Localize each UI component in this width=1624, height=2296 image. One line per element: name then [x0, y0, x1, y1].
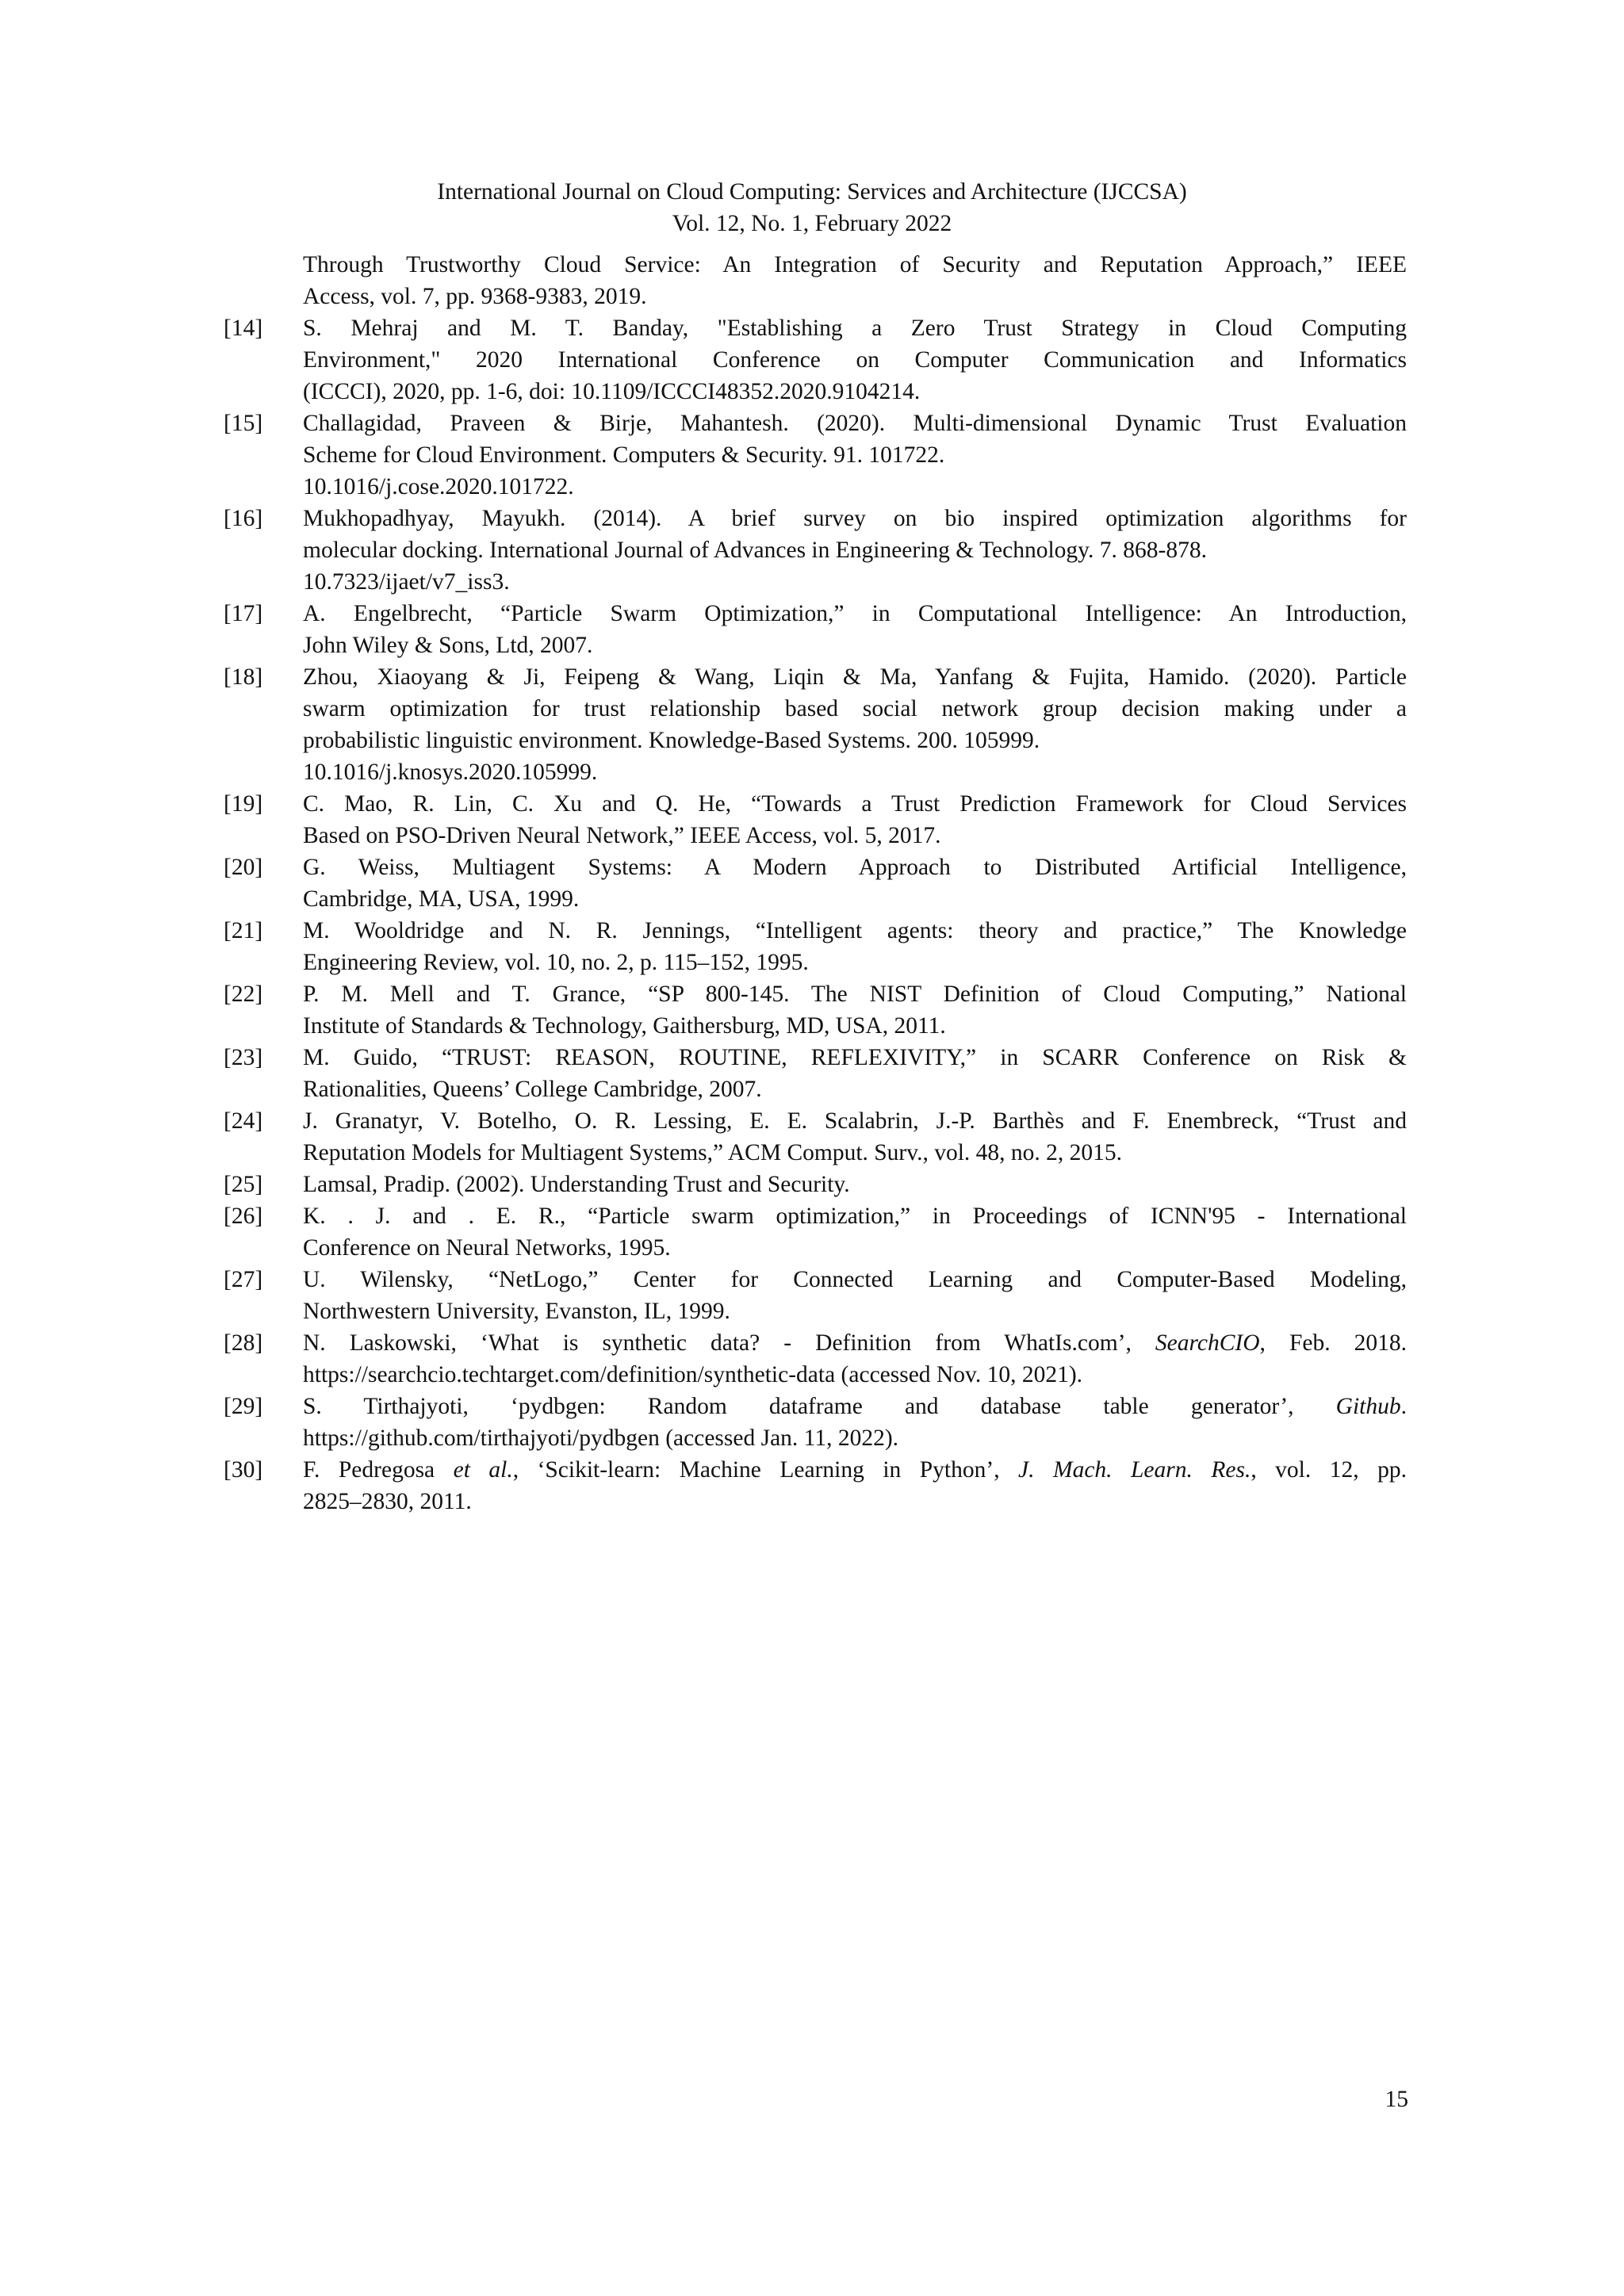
journal-title: International Journal on Cloud Computing: Services and Architecture (IJCCSA): [437, 179, 1187, 205]
reference-number: [20]: [224, 855, 263, 880]
reference-italic-text: Github: [1335, 1394, 1401, 1419]
reference-item: [224, 1169, 1407, 1200]
reference-line: M. Guido, “TRUST: REASON, ROUTINE, REFLEXIVITY,” in SCARR Conference on Risk &: [303, 1045, 1407, 1070]
reference-line: Through Trustworthy Cloud Service: An Integration of Security and Reputation Approach,” IEEE: [303, 252, 1407, 277]
reference-line: Based on PSO-Driven Neural Network,” IEEE Access, vol. 5, 2017.: [303, 823, 941, 848]
journal-volume: Vol. 12, No. 1, February 2022: [672, 211, 952, 236]
reference-line: (ICCCI), 2020, pp. 1-6, doi: 10.1109/ICCCI48352.2020.9104214.: [303, 379, 921, 404]
reference-line: M. Wooldridge and N. R. Jennings, “Intelligent agents: theory and practice,” The Knowledge: [303, 918, 1407, 943]
reference-text: , ‘Scikit-learn: Machine Learning in Python’,: [512, 1457, 1019, 1483]
reference-line: 10.1016/j.cose.2020.101722.: [303, 474, 574, 499]
reference-number: [21]: [224, 918, 263, 943]
reference-number: [17]: [224, 601, 263, 626]
reference-line: John Wiley & Sons, Ltd, 2007.: [303, 633, 593, 658]
reference-number: [28]: [224, 1330, 263, 1356]
reference-item: [224, 503, 1407, 598]
reference-text: S. Tirthajyoti, ‘pydbgen: Random dataframe and database table generator’,: [303, 1394, 1336, 1419]
reference-line: U. Wilensky, “NetLogo,” Center for Connected Learning and Computer-Based Modeling,: [303, 1267, 1407, 1292]
reference-item: [224, 1200, 1407, 1264]
reference-item: [224, 915, 1407, 978]
reference-line: S. Mehraj and M. T. Banday, "Establishing a Zero Trust Strategy in Cloud Computing: [303, 316, 1407, 341]
reference-italic-text: J. Mach. Learn. Res.: [1018, 1457, 1251, 1483]
reference-number: [22]: [224, 982, 263, 1007]
reference-line: C. Mao, R. Lin, C. Xu and Q. He, “Towards a Trust Prediction Framework for Cloud Services: [303, 791, 1407, 817]
reference-line: probabilistic linguistic environment. Knowledge-Based Systems. 200. 105999.: [303, 728, 1040, 753]
reference-line: Zhou, Xiaoyang & Ji, Feipeng & Wang, Liqin & Ma, Yanfang & Fujita, Hamido. (2020). Particle: [303, 664, 1407, 690]
reference-text: N. Laskowski, ‘What is synthetic data? - Definition from WhatIs.com’,: [303, 1330, 1155, 1356]
reference-item: [224, 1327, 1407, 1391]
reference-item: [224, 788, 1407, 851]
reference-line: Institute of Standards & Technology, Gaithersburg, MD, USA, 2011.: [303, 1013, 946, 1039]
reference-item: [224, 978, 1407, 1042]
reference-number: [29]: [224, 1394, 263, 1419]
reference-number: [15]: [224, 411, 263, 436]
reference-line: J. Granatyr, V. Botelho, O. R. Lessing, E. E. Scalabrin, J.-P. Barthès and F. Enembreck, “Trust and: [303, 1108, 1407, 1134]
reference-number: [30]: [224, 1457, 263, 1483]
reference-line: Rationalities, Queens’ College Cambridge, 2007.: [303, 1077, 762, 1102]
reference-line: [303, 1391, 1407, 1422]
reference-number: [27]: [224, 1267, 263, 1292]
reference-line: https://searchcio.techtarget.com/definition/synthetic-data (accessed Nov. 10, 2021).: [303, 1362, 1083, 1387]
reference-line: swarm optimization for trust relationship based social network group decision making under a: [303, 696, 1407, 721]
reference-item: [224, 249, 1407, 312]
reference-line: Challagidad, Praveen & Birje, Mahantesh. (2020). Multi-dimensional Dynamic Trust Evaluation: [303, 411, 1407, 436]
reference-line: Lamsal, Pradip. (2002). Understanding Trust and Security.: [303, 1172, 850, 1197]
reference-item: [224, 1391, 1407, 1454]
reference-line: K. . J. and . E. R., “Particle swarm optimization,” in Proceedings of ICNN'95 - International: [303, 1203, 1407, 1229]
reference-line: Scheme for Cloud Environment. Computers & Security. 91. 101722.: [303, 442, 945, 468]
reference-text: F. Pedregosa: [303, 1457, 454, 1483]
reference-number: [23]: [224, 1045, 263, 1070]
reference-number: [14]: [224, 316, 263, 341]
reference-line: molecular docking. International Journal of Advances in Engineering & Technology. 7. 868-878.: [303, 538, 1207, 563]
reference-item: [224, 1454, 1407, 1517]
reference-line: 10.7323/ijaet/v7_iss3.: [303, 569, 510, 595]
reference-number: [25]: [224, 1172, 263, 1197]
reference-text: , vol. 12, pp.: [1251, 1457, 1407, 1483]
reference-number: [24]: [224, 1108, 263, 1134]
reference-line: 2825–2830, 2011.: [303, 1489, 472, 1514]
reference-item: [224, 1042, 1407, 1105]
reference-line: Northwestern University, Evanston, IL, 1999.: [303, 1299, 730, 1324]
reference-line: [303, 1327, 1407, 1359]
reference-item: [224, 1264, 1407, 1327]
reference-line: A. Engelbrecht, “Particle Swarm Optimization,” in Computational Intelligence: An Introduction,: [303, 601, 1407, 626]
reference-italic-text: SearchCIO: [1155, 1330, 1260, 1356]
reference-line: Conference on Neural Networks, 1995.: [303, 1235, 671, 1261]
reference-item: [224, 312, 1407, 408]
reference-line: Environment," 2020 International Conference on Computer Communication and Informatics: [303, 347, 1407, 373]
reference-item: [224, 408, 1407, 503]
reference-line: Engineering Review, vol. 10, no. 2, p. 115–152, 1995.: [303, 950, 809, 975]
reference-line: Access, vol. 7, pp. 9368-9383, 2019.: [303, 284, 647, 309]
page-number: 15: [1385, 2087, 1408, 2112]
running-header: [0, 176, 1624, 239]
reference-list: [224, 249, 1407, 1517]
reference-item: [224, 661, 1407, 788]
reference-line: Cambridge, MA, USA, 1999.: [303, 886, 580, 912]
reference-line: Mukhopadhyay, Mayukh. (2014). A brief survey on bio inspired optimization algorithms for: [303, 506, 1407, 531]
reference-line: P. M. Mell and T. Grance, “SP 800-145. The NIST Definition of Cloud Computing,” National: [303, 982, 1407, 1007]
reference-line: G. Weiss, Multiagent Systems: A Modern Approach to Distributed Artificial Intelligence,: [303, 855, 1407, 880]
reference-item: [224, 1105, 1407, 1169]
reference-line: 10.1016/j.knosys.2020.105999.: [303, 760, 598, 785]
reference-text: .: [1400, 1394, 1407, 1419]
reference-line: [303, 1454, 1407, 1486]
reference-number: [26]: [224, 1203, 263, 1229]
reference-item: [224, 598, 1407, 661]
reference-text: , Feb. 2018.: [1259, 1330, 1407, 1356]
reference-line: Reputation Models for Multiagent Systems,” ACM Comput. Surv., vol. 48, no. 2, 2015.: [303, 1140, 1123, 1165]
reference-item: [224, 851, 1407, 915]
reference-italic-text: et al.: [453, 1457, 513, 1483]
reference-number: [16]: [224, 506, 263, 531]
reference-line: https://github.com/tirthajyoti/pydbgen (accessed Jan. 11, 2022).: [303, 1425, 899, 1451]
reference-number: [18]: [224, 664, 263, 690]
reference-number: [19]: [224, 791, 263, 817]
